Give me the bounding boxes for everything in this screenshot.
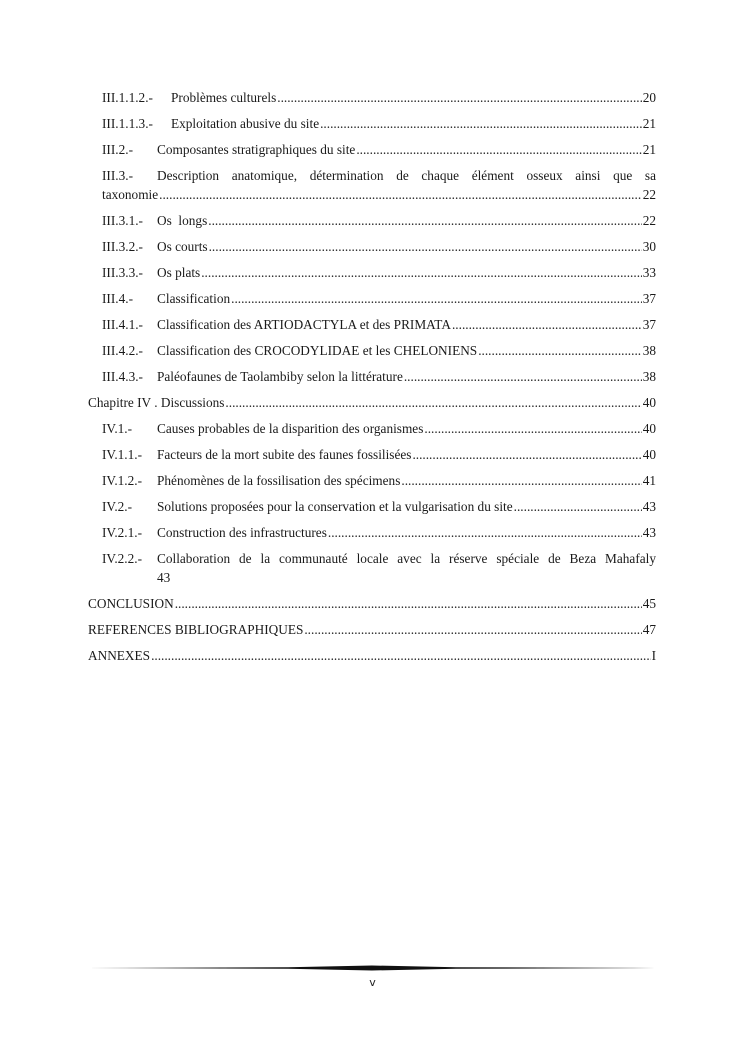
toc-page: 38 <box>642 369 656 384</box>
toc-title: Os longs <box>157 213 208 228</box>
toc-title: Classification <box>157 291 231 306</box>
toc-title: Solutions proposées pour la conservation et la vulgarisation du site <box>157 499 513 514</box>
toc-page: 45 <box>642 596 656 611</box>
toc-page: 21 <box>642 116 656 131</box>
toc-number: III.4.2.- <box>102 343 143 358</box>
toc-number: III.1.1.2.- <box>102 90 153 105</box>
toc-number: III.3.1.- <box>102 213 143 228</box>
toc-page: 22 <box>642 213 656 228</box>
toc-number: IV.2.- <box>102 499 133 514</box>
toc-title: REFERENCES BIBLIOGRAPHIQUES <box>88 622 304 637</box>
toc-entry[interactable] <box>88 166 656 204</box>
toc-entry[interactable] <box>88 140 656 159</box>
toc-entry[interactable] <box>88 88 656 107</box>
toc-entry[interactable] <box>88 445 656 464</box>
toc-number: III.1.1.3.- <box>102 116 153 131</box>
toc-title: Phénomènes de la fossilisation des spécimens <box>157 473 401 488</box>
toc-title: Description anatomique, détermination de chaque élément osseux ainsi que sa <box>157 168 656 183</box>
toc-chapter[interactable] <box>88 594 656 613</box>
toc-title: Facteurs de la mort subite des faunes fossilisées <box>157 447 412 462</box>
toc-page: 40 <box>642 395 656 410</box>
toc-page: 30 <box>642 239 656 254</box>
toc-title: Composantes stratigraphiques du site <box>157 142 356 157</box>
page-number: v <box>369 976 376 989</box>
toc-entry[interactable] <box>88 471 656 490</box>
toc-page: 37 <box>642 317 656 332</box>
toc-page: 22 <box>642 187 656 202</box>
toc-page: 47 <box>642 622 656 637</box>
toc-page: 40 <box>642 447 656 462</box>
toc-number: III.3.- <box>102 168 134 183</box>
toc-chapter[interactable] <box>88 620 656 639</box>
toc-title: Problèmes culturels <box>171 90 277 105</box>
toc-title: Exploitation abusive du site <box>171 116 320 131</box>
toc-page: 21 <box>642 142 656 157</box>
toc-entry[interactable] <box>88 419 656 438</box>
toc-title: Os plats <box>157 265 201 280</box>
toc-page: 38 <box>642 343 656 358</box>
toc-page: 43 <box>157 570 171 585</box>
toc-page: 43 <box>642 499 656 514</box>
toc-title: CONCLUSION <box>88 596 174 611</box>
toc-chapter[interactable] <box>88 393 656 412</box>
toc-entry[interactable] <box>88 497 656 516</box>
table-of-contents <box>88 88 656 672</box>
toc-entry[interactable] <box>88 263 656 282</box>
toc-title: Paléofaunes de Taolambiby selon la littérature <box>157 369 403 384</box>
toc-page: 33 <box>642 265 656 280</box>
toc-number: III.4.3.- <box>102 369 143 384</box>
toc-entry[interactable] <box>88 549 656 587</box>
toc-page: 41 <box>642 473 656 488</box>
toc-number: IV.2.1.- <box>102 525 143 540</box>
toc-number: III.4.1.- <box>102 317 143 332</box>
toc-title: Os courts <box>157 239 208 254</box>
toc-number: IV.1.- <box>102 421 133 436</box>
toc-title: Construction des infrastructures <box>157 525 327 540</box>
toc-entry[interactable] <box>88 289 656 308</box>
toc-page: 43 <box>642 525 656 540</box>
footer-divider <box>88 964 656 972</box>
toc-chapter[interactable] <box>88 646 656 665</box>
toc-number: IV.1.1.- <box>102 447 143 462</box>
toc-page: 20 <box>642 90 656 105</box>
toc-page: 40 <box>642 421 656 436</box>
toc-entry[interactable] <box>88 367 656 386</box>
toc-entry[interactable] <box>88 341 656 360</box>
toc-number: III.3.3.- <box>102 265 143 280</box>
toc-entry[interactable] <box>88 315 656 334</box>
toc-number: IV.2.2.- <box>102 551 143 566</box>
toc-title: Classification des ARTIODACTYLA et des PRIMATA <box>157 317 451 332</box>
toc-entry[interactable] <box>88 237 656 256</box>
toc-title: ANNEXES <box>88 648 151 663</box>
toc-entry[interactable] <box>88 211 656 230</box>
toc-number: III.2.- <box>102 142 134 157</box>
toc-title: Chapitre IV . Discussions <box>88 395 225 410</box>
toc-title-continued: taxonomie <box>102 187 159 202</box>
toc-entry[interactable] <box>88 523 656 542</box>
toc-page: I <box>651 648 656 663</box>
toc-title: Classification des CROCODYLIDAE et les CHELONIENS <box>157 343 478 358</box>
toc-title: Causes probables de la disparition des organismes <box>157 421 424 436</box>
toc-number: III.4.- <box>102 291 134 306</box>
toc-number: III.3.2.- <box>102 239 143 254</box>
toc-entry[interactable] <box>88 114 656 133</box>
toc-title: Collaboration de la communauté locale avec la réserve spéciale de Beza Mahafaly <box>157 551 656 566</box>
toc-page: 37 <box>642 291 656 306</box>
toc-number: IV.1.2.- <box>102 473 143 488</box>
